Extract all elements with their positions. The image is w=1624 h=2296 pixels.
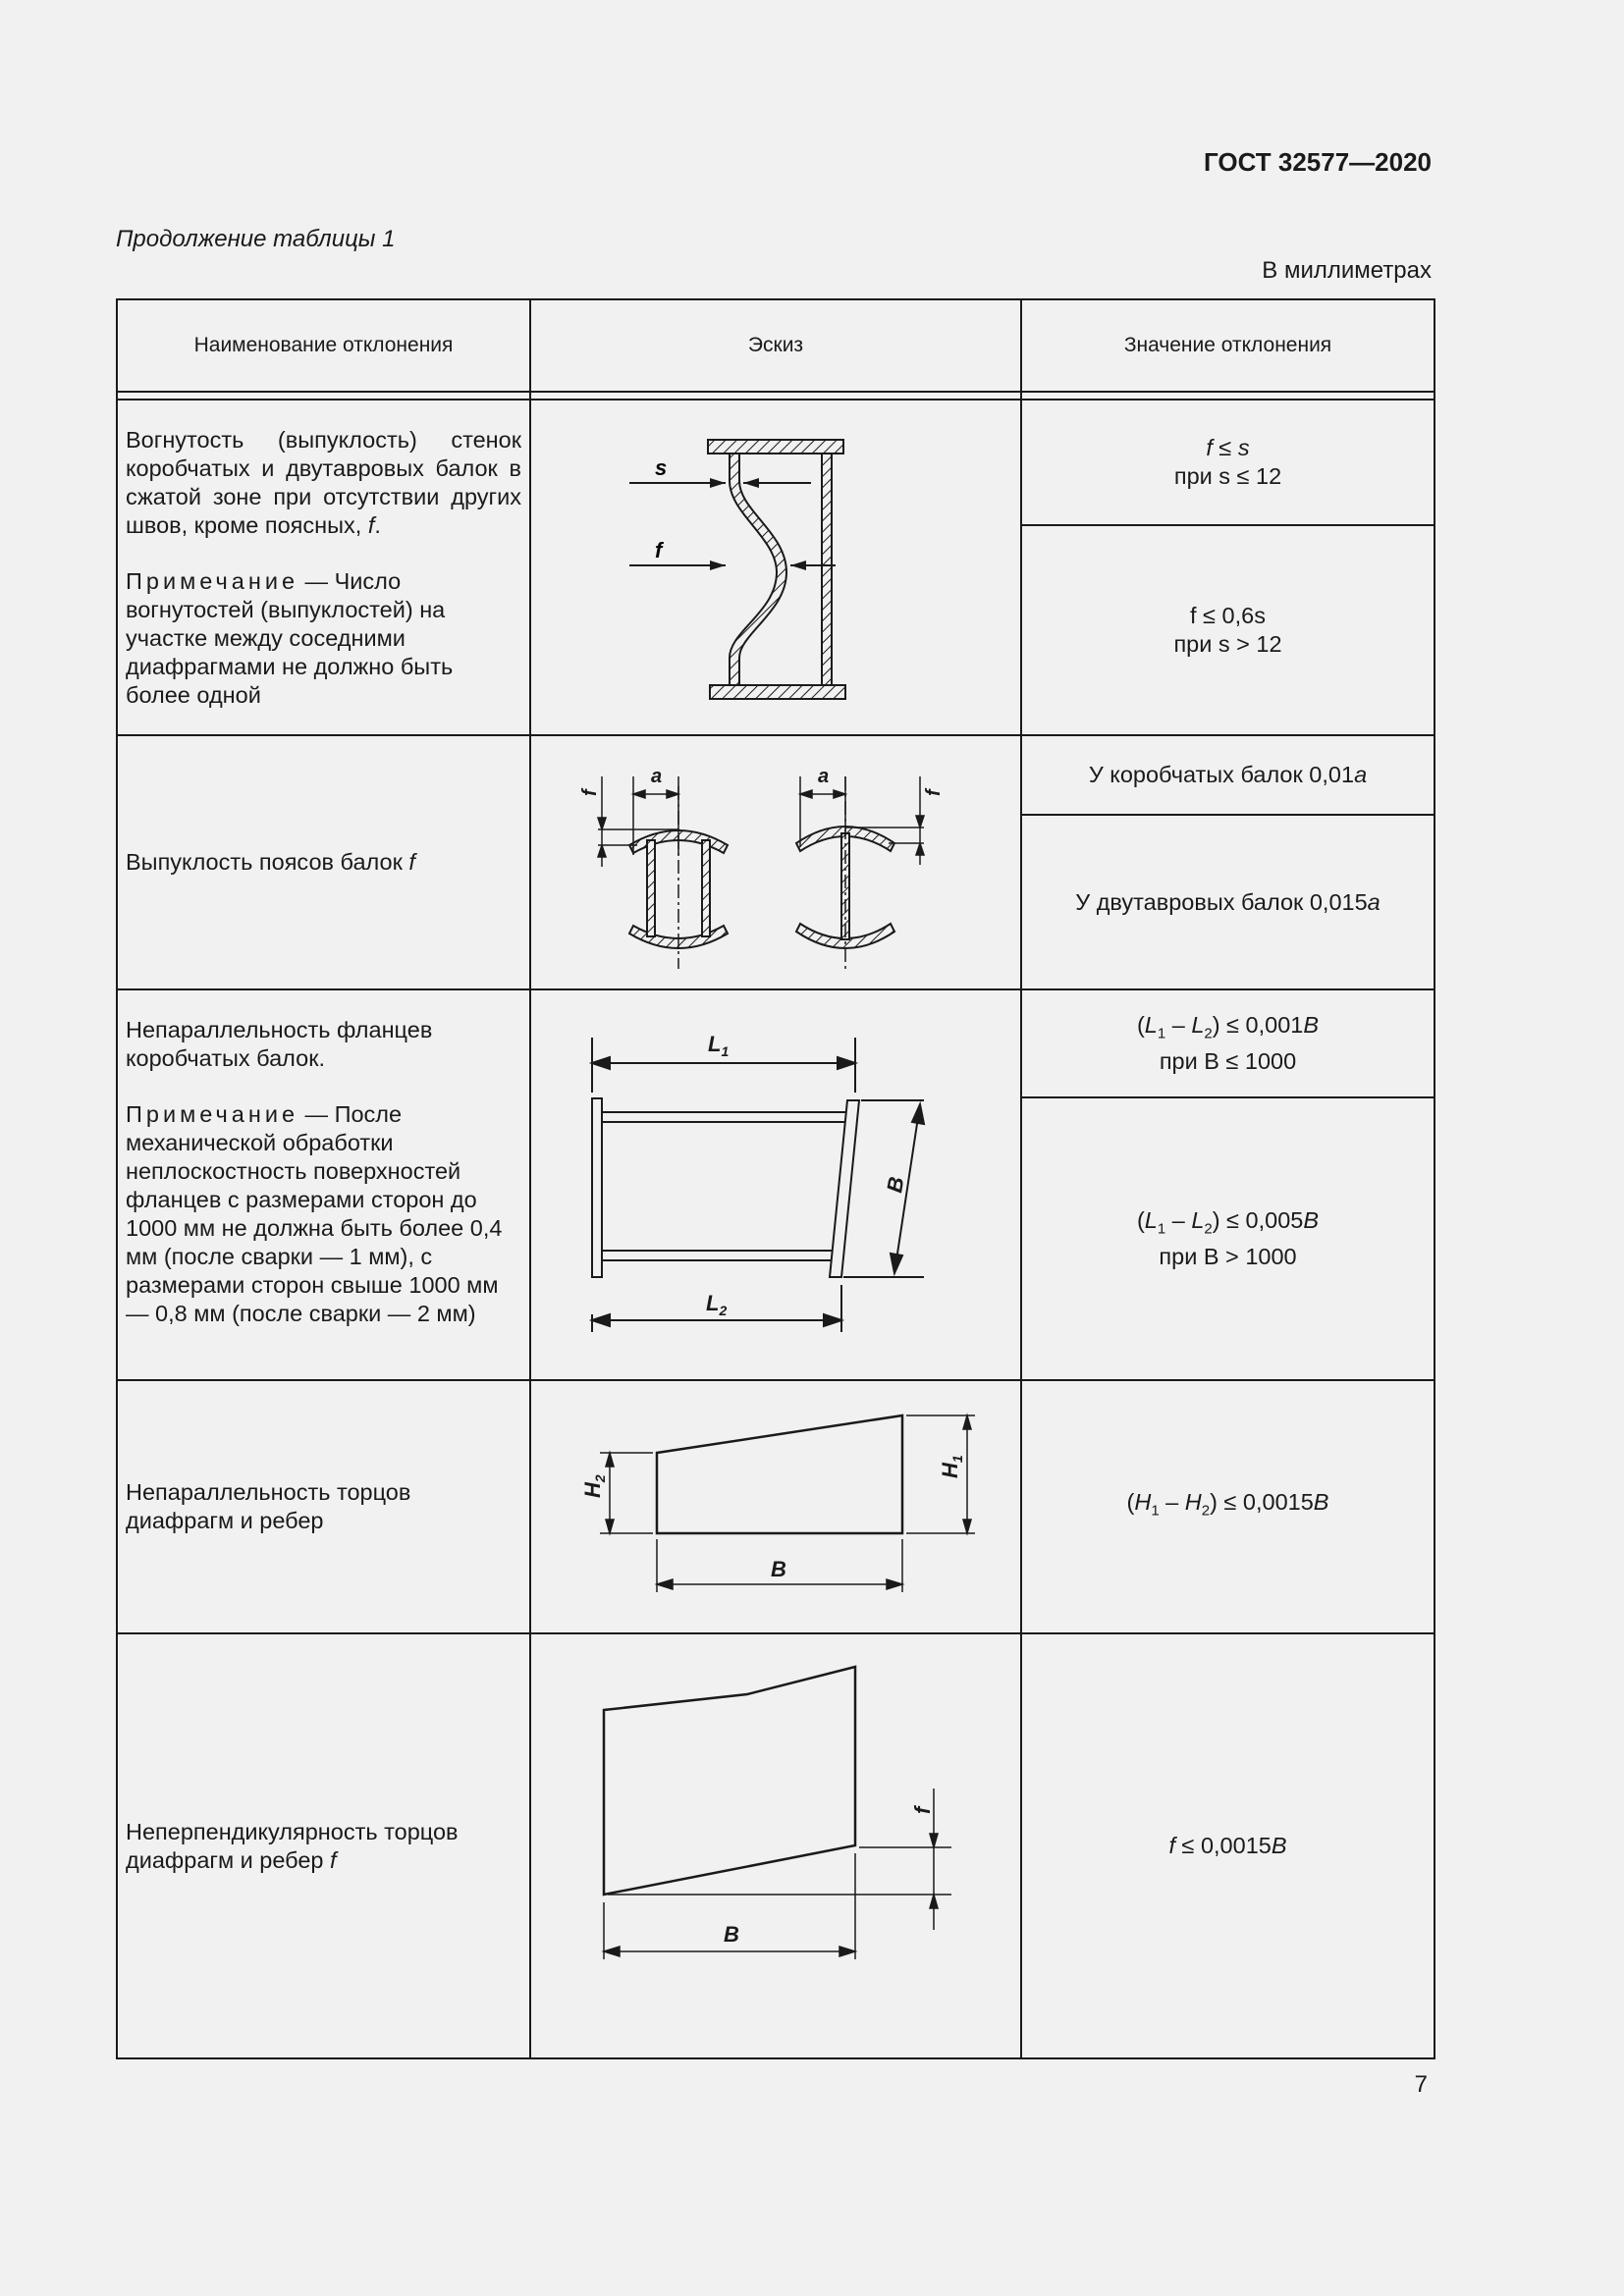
row-3-value-1: $(L_1 - L_2) \le 0,001B$ при B ≤ 1000 <box>1021 989 1435 1097</box>
row-4-name: Непараллельность торцов диафрагм и ребер <box>117 1380 530 1633</box>
column-header-name: Наименование отклонения <box>117 299 530 392</box>
table-row <box>117 1633 1435 2058</box>
label-l1: $L_1$ <box>708 1032 730 1059</box>
row-5-value: f ≤ 0,0015B <box>1021 1633 1435 2058</box>
label-f-left: f <box>579 788 601 796</box>
table-row <box>117 989 1435 1097</box>
label-f: f <box>655 538 663 562</box>
row-5-sketch <box>530 1633 1021 2058</box>
label-b: B <box>771 1557 786 1581</box>
row-1-name: Вогнутость (выпуклость) стенок коробчатых и двутавровых балок в сжатой зоне при отсутствии других швов, кроме поясных, f. Примечание — Число вогнутостей (выпуклостей) на участке между соседними диафрагмами не должно быть более одной <box>117 400 530 735</box>
flange-parallelism-sketch <box>531 990 1022 1379</box>
row-3-value-2: $(L_1 - L_2) \le 0,005B$ при B > 1000 <box>1021 1097 1435 1380</box>
row-2-name: Выпуклость поясов балок f <box>117 735 530 989</box>
table-row <box>117 400 1435 525</box>
label-f: f <box>910 1806 935 1814</box>
flange-bulge-sketch <box>531 737 1022 988</box>
standard-number: ГОСТ 32577—2020 <box>1204 147 1432 177</box>
label-a-left: a <box>651 765 663 787</box>
web-buckling-sketch <box>531 400 1022 734</box>
row-4-value: $(H_1 - H_2) \le 0,0015B$ <box>1021 1380 1435 1633</box>
table-header-row <box>117 299 1435 392</box>
row-2-sketch <box>530 735 1021 989</box>
note-label: Примечание <box>126 568 299 594</box>
column-header-value: Значение отклонения <box>1021 299 1435 392</box>
label-h1: $H_1$ <box>938 1455 965 1478</box>
row-4-sketch <box>530 1380 1021 1633</box>
label-s: s <box>655 455 668 480</box>
units-caption: В миллиметрах <box>1262 257 1432 284</box>
row-3-sketch <box>530 989 1021 1380</box>
page-number: 7 <box>1414 2071 1428 2098</box>
row-1-value-1: f ≤ s при s ≤ 12 <box>1021 400 1435 525</box>
column-header-sketch: Эскиз <box>530 299 1021 392</box>
table-row <box>117 1380 1435 1633</box>
label-f-right: f <box>923 788 945 796</box>
row-2-value-2: У двутавровых балок 0,015a <box>1021 815 1435 989</box>
label-l2: $L_2$ <box>706 1291 728 1318</box>
row-2-value-1: У коробчатых балок 0,01a <box>1021 735 1435 815</box>
label-b: B <box>882 1174 909 1195</box>
label-b: B <box>724 1921 739 1947</box>
row-3-name: Непараллельность фланцев коробчатых балок. Примечание — После механической обработки неплоскостность поверхностей фланцев с размерами сторон до 1000 мм не должна быть более 0,4 мм (после сварки — 1 мм), с размерами сторон свыше 1000 мм — 0,8 мм (после сварки — 2 мм) <box>117 989 530 1380</box>
note-label: Примечание <box>126 1101 299 1127</box>
table-continuation-caption: Продолжение таблицы 1 <box>116 226 396 252</box>
deviations-table <box>116 298 1435 2059</box>
label-h2: $H_2$ <box>580 1474 608 1498</box>
end-perpendicularity-sketch <box>531 1635 1022 2057</box>
label-a-right: a <box>818 765 830 787</box>
end-parallelism-sketch <box>531 1382 1022 1631</box>
row-1-sketch <box>530 400 1021 735</box>
table-row <box>117 735 1435 815</box>
row-5-name: Неперпендикулярность торцов диафрагм и ребер f <box>117 1633 530 2058</box>
row-1-value-2: f ≤ 0,6s при s > 12 <box>1021 525 1435 735</box>
